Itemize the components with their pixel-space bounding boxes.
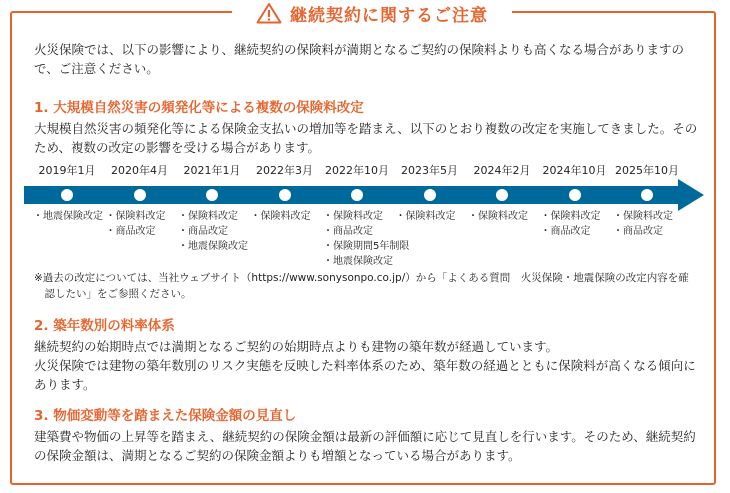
timeline-item: ・商品改定: [178, 226, 228, 237]
section-2-body: [34, 337, 698, 394]
section-2-heading: 2. 築年数別の料率体系: [34, 318, 175, 334]
timeline-dot: [496, 189, 508, 201]
timeline-date: 2025年10月: [615, 164, 679, 177]
timeline-items: [33, 209, 103, 224]
timeline-items: [251, 209, 311, 224]
timeline-item: ・地震保険改定: [178, 241, 248, 252]
timeline-item: ・商品改定: [105, 226, 156, 237]
timeline-date: 2022年3月: [256, 164, 313, 177]
intro-text: 火災保険では、以下の影響により、継続契約の保険料が満期となるご契約の保険料よりも高くなる場合がありますので、ご注意ください。: [34, 42, 685, 76]
timeline-item: ・保険料改定: [323, 211, 383, 222]
section-1-heading: 1. 大規模自然災害の頻発化等による複数の保険料改定: [34, 100, 364, 116]
timeline-items: [396, 209, 456, 224]
website-note: [34, 270, 698, 302]
section-3-body: 建築費や物価の上昇等を踏まえ、継続契約の保険金額は最新の評価額に応じて見直しを行います。そのため、継続契約の保険金額は、満期となるご契約の保険金額よりも増額となっている場合があります。: [34, 429, 696, 463]
timeline-dot: [279, 189, 291, 201]
timeline-date: 2024年10月: [542, 164, 607, 177]
timeline-item: ・地震保険改定: [323, 256, 393, 267]
timeline-dot: [424, 189, 436, 201]
timeline-item: ・保険料改定: [468, 211, 528, 222]
timeline-items: [178, 209, 248, 254]
timeline-date: 2019年1月: [38, 164, 96, 177]
section-1-body: 大規模自然災害の頻発化等による保険金支払いの増加等を踏まえ、以下のとおり複数の改定を実施してきました。そのため、複数の改定の影響を受ける場合があります。: [34, 121, 698, 155]
timeline-dot: [641, 189, 653, 201]
timeline-item: ・地震保険改定: [33, 211, 103, 222]
timeline-date: 2021年1月: [183, 164, 241, 177]
timeline-dot: [206, 189, 218, 201]
section-3-heading: 3. 物価変動等を踏まえた保険金額の見直し: [34, 408, 297, 424]
timeline-dot: [569, 189, 581, 201]
warning-icon: [256, 2, 282, 24]
timeline-date: 2024年2月: [473, 164, 531, 177]
timeline-item: ・保険料改定: [178, 211, 238, 222]
website-note-line-1: ※過去の改定については、当社ウェブサイト（https://www.sonysonpo.co.jp/）から「よくある質問 火災保険・地震保険の改定内容を確: [34, 272, 689, 284]
timeline-item: ・商品改定: [613, 226, 663, 237]
section-2-body-line-1: 継続契約の始期時点では満期となるご契約の始期時点よりも建物の築年数が経過しています。: [34, 339, 559, 354]
timeline-items: [613, 209, 673, 239]
timeline-item: ・商品改定: [323, 226, 373, 237]
timeline-item: ・保険料改定: [250, 211, 311, 222]
timeline-item: ・商品改定: [540, 226, 591, 237]
timeline-date: 2023年5月: [401, 164, 458, 177]
notice-title: 継続契約に関するご注意: [290, 5, 488, 26]
timeline-dot: [61, 189, 73, 201]
website-note-line-2: 認したい」をご参照ください。: [34, 288, 192, 300]
timeline-dot: [134, 189, 146, 201]
timeline-date: 2022年10月: [325, 164, 389, 177]
timeline-item: ・保険料改定: [613, 211, 673, 222]
timeline-item: ・保険期間5年制限: [323, 241, 410, 252]
timeline-item: ・保険料改定: [540, 211, 601, 222]
timeline-items: [541, 209, 601, 239]
timeline-item: ・保険料改定: [395, 211, 456, 222]
notice-title-bar: [232, 0, 512, 26]
timeline-date: 2020年4月: [111, 164, 168, 177]
timeline-item: ・保険料改定: [105, 211, 166, 222]
revision-timeline: [22, 162, 712, 272]
timeline-items: [468, 209, 528, 224]
timeline-dot: [351, 189, 363, 201]
section-2-body-line-2: 火災保険では建物の築年数別のリスク実態を反映した料率体系のため、築年数の経過とともに保険料が高くなる傾向にあります。: [34, 358, 696, 392]
timeline-items: [106, 209, 166, 239]
